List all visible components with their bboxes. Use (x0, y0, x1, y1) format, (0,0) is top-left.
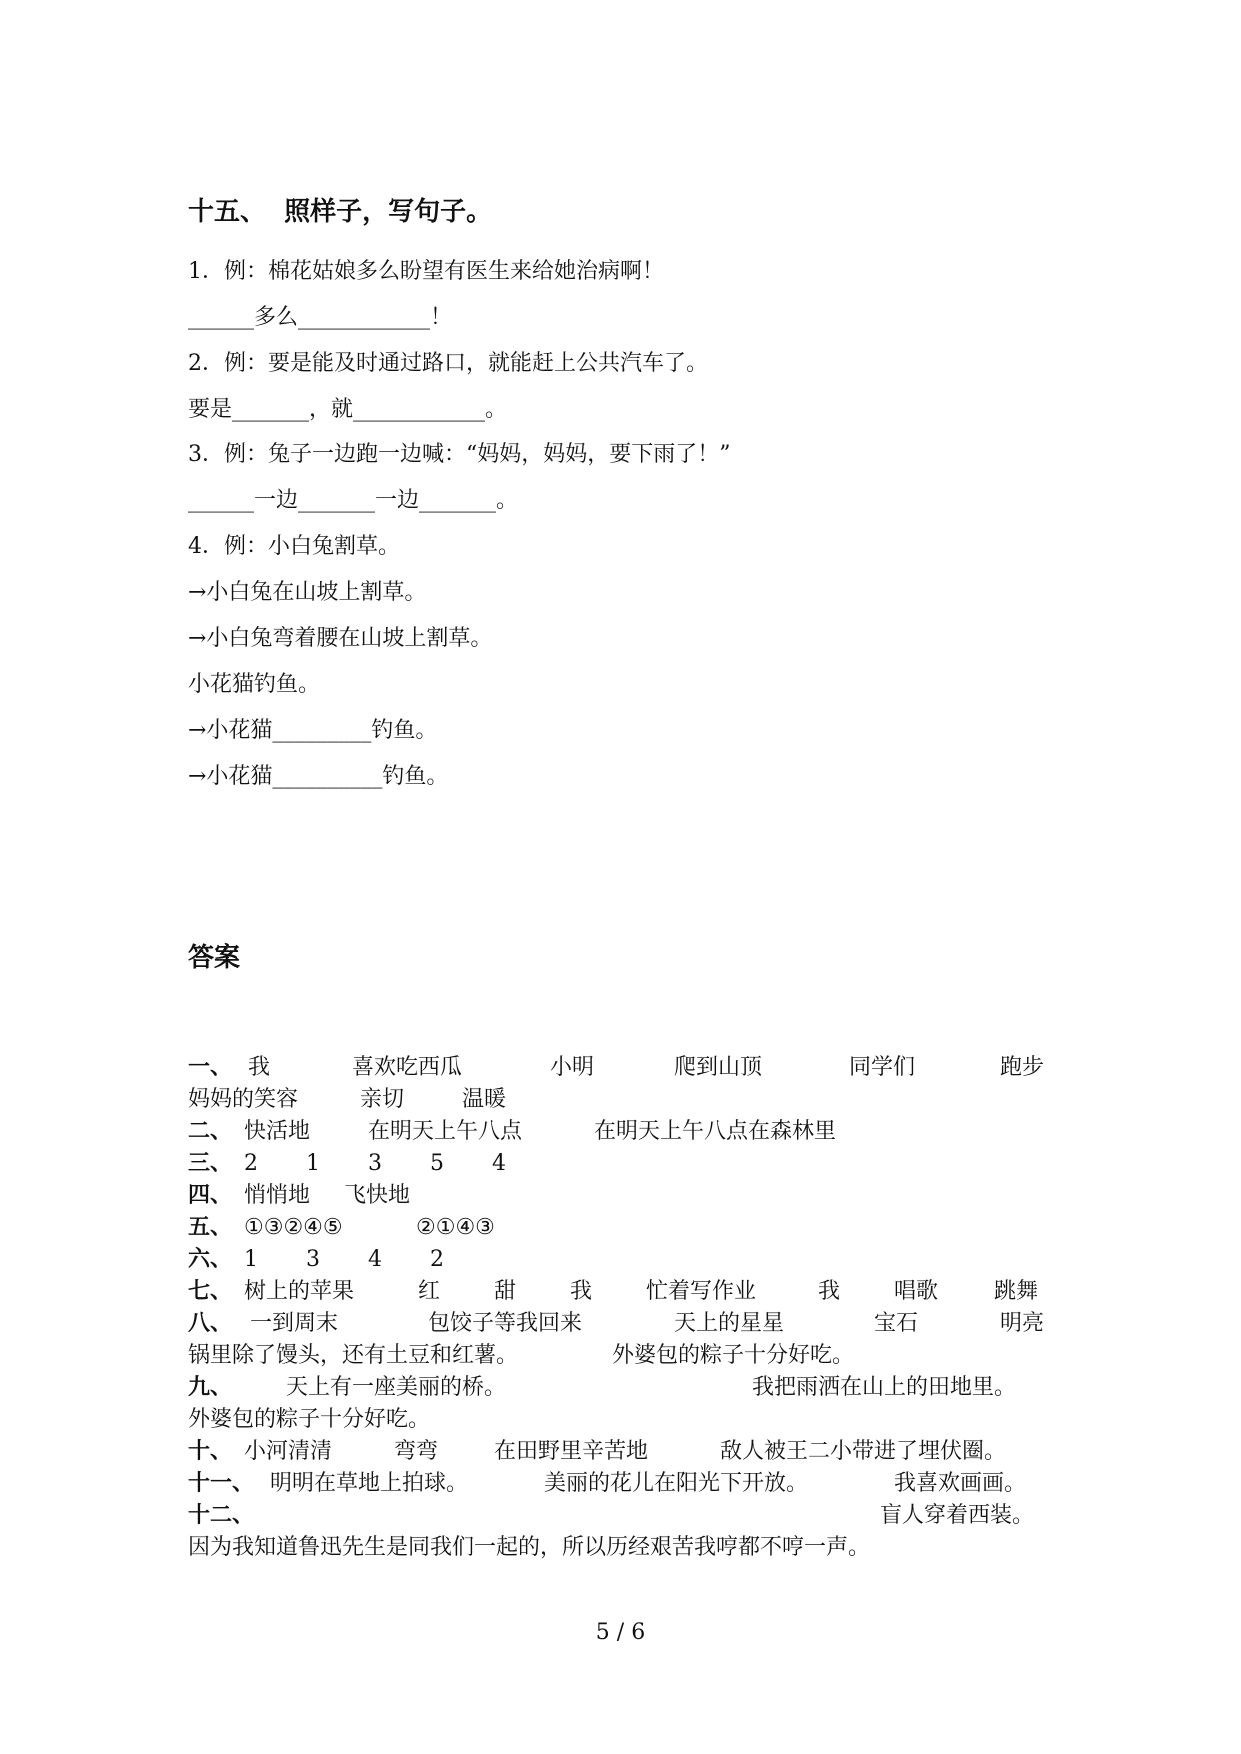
answer-number: 二、 (188, 1119, 233, 1144)
answer-item: 天上的星星 (674, 1311, 785, 1336)
answer-item: 4 (368, 1247, 382, 1272)
answer-item: 因为我知道鲁迅先生是同我们一起的，所以历经艰苦我哼都不哼一声。 (188, 1535, 871, 1560)
answer-item: 弯弯 (394, 1439, 439, 1464)
exercise-line: ______一边_______一边_______。 (188, 488, 519, 513)
answer-row (188, 1343, 1058, 1369)
answer-item: 快活地 (244, 1119, 311, 1144)
answer-item: 一到周末 (250, 1311, 339, 1336)
answer-item: 红 (418, 1279, 441, 1304)
exercise-line: 2．例：要是能及时通过路口，就能赶上公共汽车了。 (188, 351, 708, 376)
answer-row (188, 1407, 1058, 1433)
answer-number: 三、 (188, 1151, 233, 1176)
answer-item: 我 (248, 1055, 271, 1080)
answer-item: 温暖 (462, 1087, 507, 1112)
answer-item: 外婆包的粽子十分好吃。 (188, 1407, 431, 1432)
answer-item: 树上的苹果 (244, 1279, 355, 1304)
exercise-line: →小花猫_________钓鱼。 (188, 718, 438, 743)
answer-row (188, 1279, 1058, 1305)
answer-item: 明亮 (1000, 1311, 1045, 1336)
answer-item: 明明在草地上拍球。 (270, 1471, 469, 1496)
answer-item: 同学们 (849, 1055, 916, 1080)
answer-row (188, 1215, 1058, 1241)
answer-item: 敌人被王二小带进了埋伏圈。 (720, 1439, 1007, 1464)
exercise-line: 1．例：棉花姑娘多么盼望有医生来给她治病啊！ (188, 259, 664, 284)
answer-item: 天上有一座美丽的桥。 (286, 1375, 507, 1400)
answer-item: 我 (570, 1279, 593, 1304)
answer-item: 小河清清 (244, 1439, 333, 1464)
answer-number: 七、 (188, 1279, 233, 1304)
answer-item: 包饺子等我回来 (428, 1311, 583, 1336)
answer-number: 十、 (188, 1439, 233, 1464)
answer-number: 一、 (188, 1055, 233, 1080)
exercise-line: →小白兔弯着腰在山坡上割草。 (188, 626, 493, 651)
answer-number: 九、 (188, 1375, 233, 1400)
answer-number: 十二、 (188, 1503, 255, 1528)
exercise-line: ______多么____________！ (188, 305, 453, 330)
page-number: 5 / 6 (595, 1620, 646, 1645)
answer-number: 八、 (188, 1311, 233, 1336)
answer-row (188, 1087, 1058, 1113)
answer-number: 五、 (188, 1215, 233, 1240)
exercise-line: 3．例：兔子一边跑一边喊：“妈妈，妈妈，要下雨了！” (188, 442, 731, 467)
answer-item: 我喜欢画画。 (894, 1471, 1027, 1496)
answer-item: ①③②④⑤ (244, 1215, 343, 1240)
answer-row (188, 1311, 1058, 1337)
answer-row (188, 1471, 1058, 1497)
answer-item: 跑步 (1000, 1055, 1045, 1080)
answer-item: 喜欢吃西瓜 (352, 1055, 463, 1080)
answer-row (188, 1535, 1058, 1561)
answer-item: 2 (430, 1247, 444, 1272)
answer-number: 四、 (188, 1183, 233, 1208)
answer-item: 5 (430, 1151, 444, 1176)
answer-item: 我 (818, 1279, 841, 1304)
answer-row (188, 1183, 1058, 1209)
answer-item: 小明 (550, 1055, 595, 1080)
answer-item: 在明天上午八点在森林里 (594, 1119, 837, 1144)
answer-item: 美丽的花儿在阳光下开放。 (544, 1471, 809, 1496)
answer-row (188, 1439, 1058, 1465)
answer-item: 宝石 (874, 1311, 919, 1336)
section-15-title: 十五、 照样子，写句子。 (188, 197, 493, 227)
answer-item: ②①④③ (416, 1215, 495, 1240)
answer-item: 4 (492, 1151, 506, 1176)
answer-item: 2 (244, 1151, 258, 1176)
answer-number: 六、 (188, 1247, 233, 1272)
answer-item: 锅里除了馒头，还有土豆和红薯。 (188, 1343, 519, 1368)
answer-row (188, 1247, 1058, 1273)
answer-item: 我把雨洒在山上的田地里。 (752, 1375, 1017, 1400)
answer-item: 唱歌 (894, 1279, 939, 1304)
answer-row (188, 1503, 1058, 1529)
exercise-line: 要是_______，就____________。 (188, 397, 508, 422)
answer-row (188, 1055, 1058, 1081)
answer-item: 盲人穿着西装。 (880, 1503, 1035, 1528)
answer-item: 悄悄地 (244, 1183, 311, 1208)
answer-item: 飞快地 (344, 1183, 411, 1208)
answer-item: 甜 (494, 1279, 517, 1304)
exercise-line: →小白兔在山坡上割草。 (188, 580, 427, 605)
answer-item: 外婆包的粽子十分好吃。 (612, 1343, 855, 1368)
answer-row (188, 1119, 1058, 1145)
answer-row (188, 1151, 1058, 1177)
answer-number: 十一、 (188, 1471, 255, 1496)
answer-item: 爬到山顶 (674, 1055, 763, 1080)
exercise-line: 小花猫钓鱼。 (188, 672, 321, 697)
answer-item: 忙着写作业 (646, 1279, 757, 1304)
answer-item: 在明天上午八点 (368, 1119, 523, 1144)
answer-item: 妈妈的笑容 (188, 1087, 299, 1112)
answer-item: 3 (368, 1151, 382, 1176)
answer-item: 跳舞 (994, 1279, 1039, 1304)
exercise-line: 4．例：小白兔割草。 (188, 534, 400, 559)
answer-item: 在田野里辛苦地 (494, 1439, 649, 1464)
answer-row (188, 1375, 1058, 1401)
exercise-line: →小花猫__________钓鱼。 (188, 764, 449, 789)
answer-item: 1 (244, 1247, 258, 1272)
answer-item: 亲切 (360, 1087, 405, 1112)
answer-item: 3 (306, 1247, 320, 1272)
answer-item: 1 (306, 1151, 320, 1176)
answers-title: 答案 (188, 943, 241, 973)
